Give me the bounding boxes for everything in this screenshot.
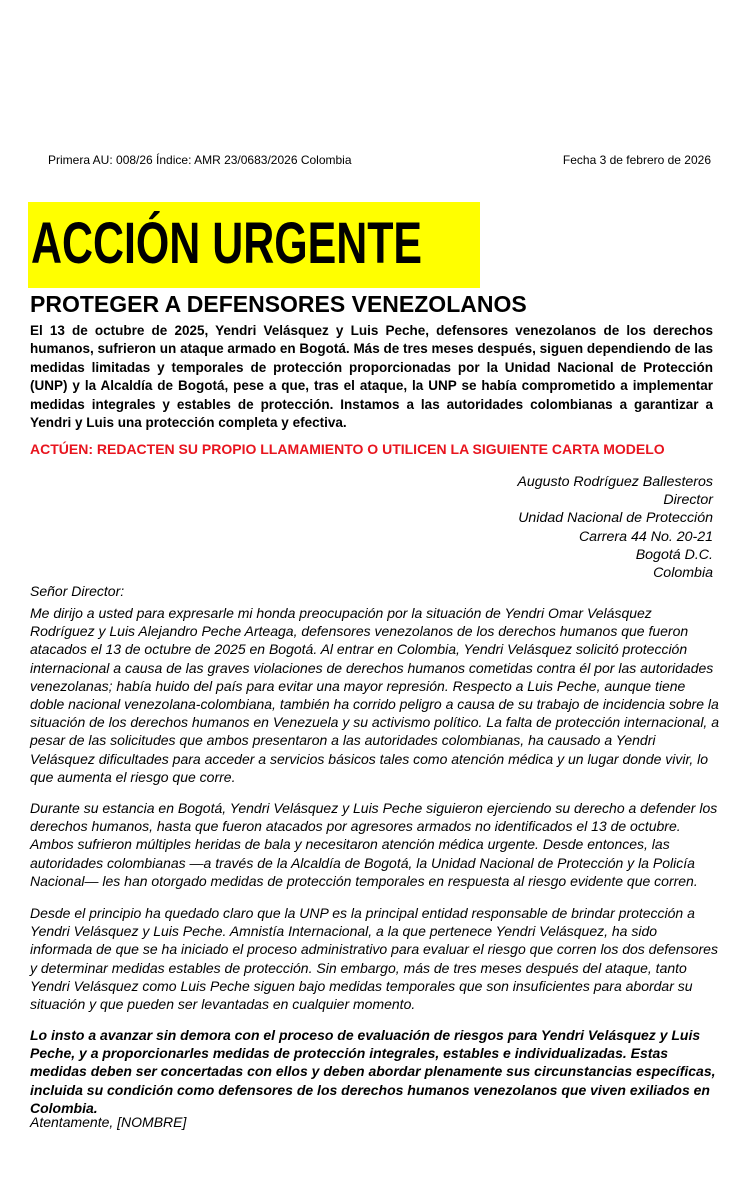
letter-request-paragraph: Lo insto a avanzar sin demora con el proceso de evaluación de riesgos para Yendri Velásquez y Luis Peche, y a proporcionarles medidas de protección integrales, estables e individualizadas. Estas medidas deben ser concertadas con ellos y deben abordar plenamente sus circunstancias específicas, incluida su condición como defensores de los derechos humanos venezolanos que viven exiliados en Colombia. bbox=[30, 1027, 716, 1116]
summary-paragraph: El 13 de octubre de 2025, Yendri Velásquez y Luis Peche, defensores venezolanos de los derechos humanos, sufrieron un ataque armado en Bogotá. Más de tres meses después, siguen dependiendo de las medidas limitadas y temporales de protección proporcionadas por la Unidad Nacional de Protección (UNP) y la Alcaldía de Bogotá, pese a que, tras el ataque, la UNP se había comprometido a implementar medidas integrales y estables de protección. Instamos a las autoridades colombianas a garantizar a Yendri y Luis una protección completa y efectiva. bbox=[30, 323, 713, 431]
recipient-street: Carrera 44 No. 20-21 bbox=[578, 528, 713, 545]
recipient-organization: Unidad Nacional de Protección bbox=[518, 510, 713, 527]
action-subtitle: PROTEGER A DEFENSORES VENEZOLANOS bbox=[30, 291, 527, 317]
recipient-name: Augusto Rodríguez Ballesteros bbox=[517, 474, 713, 490]
letter-salutation: Señor Director: bbox=[30, 583, 125, 599]
document-reference: Primera AU: 008/26 Índice: AMR 23/0683/2026 Colombia bbox=[48, 153, 352, 167]
urgent-action-title: ACCIÓN URGENTE bbox=[31, 211, 423, 276]
letter-paragraph: Durante su estancia en Bogotá, Yendri Velásquez y Luis Peche siguieron ejerciendo su derecho a defender los derechos humanos, hasta que fueron atacados por agresores armados no identificados el 13 de octubre. Ambos sufrieron múltiples heridas de bala y necesitaron atención médica urgente. Desde entonces, las autoridades colombianas —a través de la Alcaldía de Bogotá, la Unidad Nacional de Protección y la Policía Nacional— les han otorgado medidas de protección temporales en respuesta al riesgo evidente que corren. bbox=[30, 800, 718, 889]
letter-closing: Atentamente, [NOMBRE] bbox=[30, 1114, 187, 1130]
document-date: Fecha 3 de febrero de 2026 bbox=[562, 153, 711, 167]
letter-paragraph: Desde el principio ha quedado claro que la UNP es la principal entidad responsable de brindar protección a Yendri Velásquez y Luis Peche. Amnistía Internacional, a la que pertenece Yendri Velásquez, ha sido informada de que se ha iniciado el proceso administrativo para evaluar el riesgo que corren los dos defensores y determinar medidas estables de protección. Sin embargo, más de tres meses después del ataque, tanto Yendri Velásquez como Luis Peche siguen bajo medidas temporales que son insuficientes para abordar su situación y que pueden ser levantadas en cualquier momento. bbox=[30, 905, 718, 1013]
recipient-city: Bogotá D.C. bbox=[635, 546, 713, 563]
recipient-title: Director bbox=[663, 492, 713, 509]
recipient-country: Colombia bbox=[653, 565, 713, 582]
action-callout: ACTÚEN: REDACTEN SU PROPIO LLAMAMIENTO O UTILICEN LA SIGUIENTE CARTA MODELO bbox=[30, 441, 665, 457]
letter-paragraph: Me dirijo a usted para expresarle mi honda preocupación por la situación de Yendri Omar Velásquez Rodríguez y Luis Alejandro Peche Arteaga, defensores venezolanos de los derechos humanos que fueron atacados el 13 de octubre de 2025 en Bogotá. Al entrar en Colombia, Yendri Velásquez solicitó protección internacional a causa de las graves violaciones de derechos humanos cometidas contra él por las autoridades venezolanas; había huido del país para evitar una mayor represión. Respecto a Luis Peche, aunque tiene doble nacional venezolana-colombiana, también ha corrido peligro a causa de su trabajo de incidencia sobre la situación de los derechos humanos en Venezuela y su activismo político. La falta de protección internacional, a pesar de las solicitudes que ambos presentaron a las autoridades colombianas, ha causado a Yendri Velásquez dificultades para acceder a servicios básicos tales como atención médica y un lugar donde vivir, lo que aumenta el riesgo que corre. bbox=[30, 605, 720, 785]
recipient-address bbox=[517, 473, 713, 582]
